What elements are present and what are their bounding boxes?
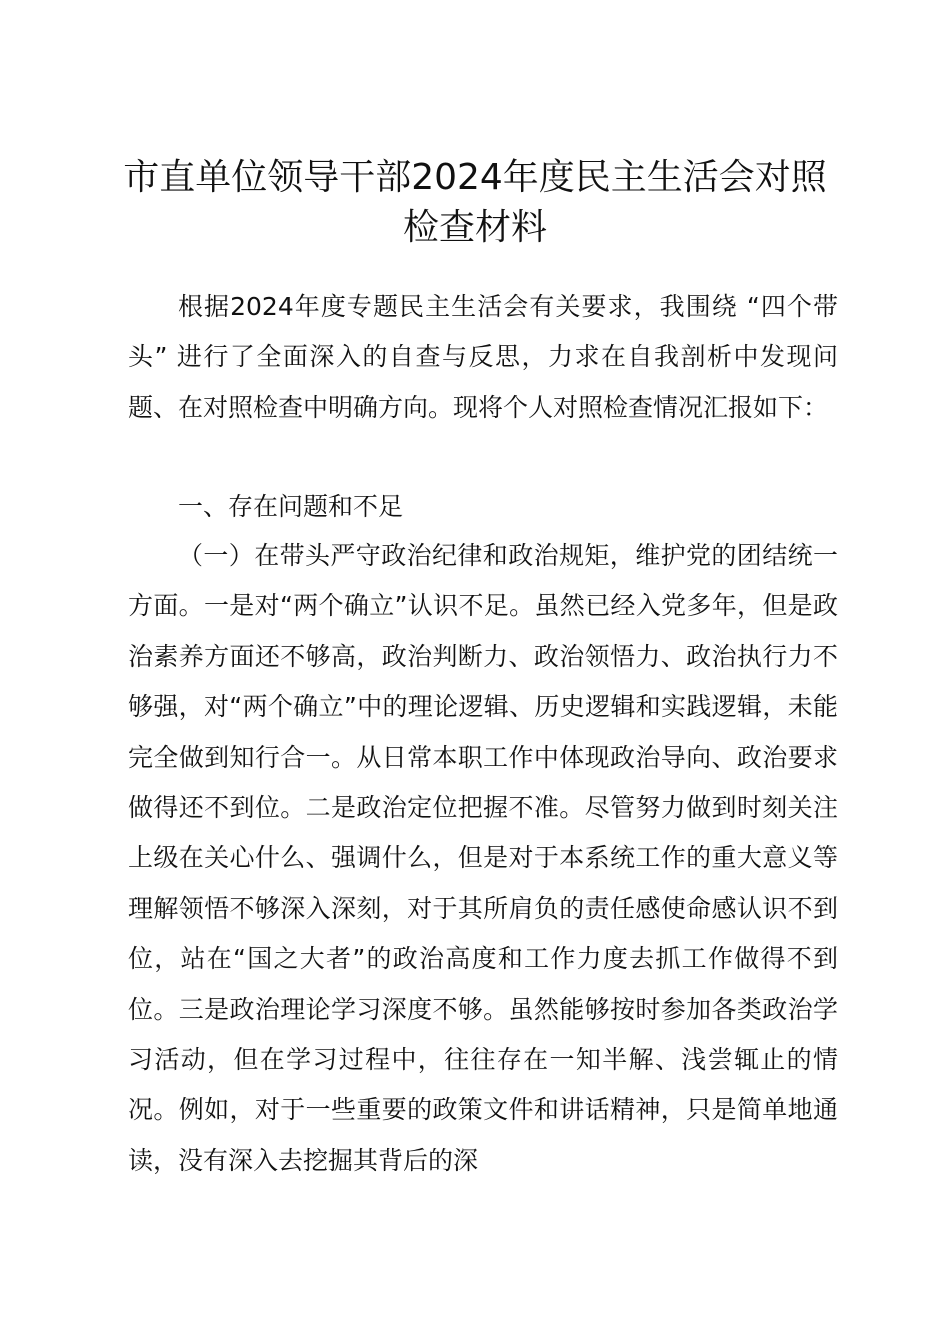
subsection-paragraph: （一）在带头严守政治纪律和政治规矩，维护党的团结统一方面。一是对“两个确立”认识不足。虽然已经入党多年，但是政治素养方面还不够高，政治判断力、政治领悟力、政治执行力不够强，对“两个确立”中的理论逻辑、历史逻辑和实践逻辑，未能完全做到知行合一。从日常本职工作中体现政治导向、政治要求做得还不到位。二是政治定位把握不准。尽管努力做到时刻关注上级在关心什么、强调什么，但是对于本系统工作的重大意义等理解领悟不够深入深刻，对于其所肩负的责任感使命感认识不到位，站在“国之大者”的政治高度和工作力度去抓工作做得不到位。三是政治理论学习深度不够。虽然能够按时参加各类政治学习活动，但在学习过程中，往往存在一知半解、浅尝辄止的情况。例如，对于一些重要的政策文件和讲话精神，只是简单地通读，没有深入去挖掘其背后的深 [128, 541, 838, 1175]
document-title-line-2: 检查材料 [402, 207, 547, 248]
document-title-line-1: 市直单位领导干部2024年度民主生活会对照 [123, 157, 827, 198]
intro-paragraph: 根据2024年度专题民主生活会有关要求，我围绕 “四个带头” 进行了全面深入的自查与反思，力求在自我剖析中发现问题、在对照检查中明确方向。现将个人对照检查情况汇报如下： [128, 292, 838, 422]
section-heading: 一、存在问题和不足 [178, 492, 404, 521]
